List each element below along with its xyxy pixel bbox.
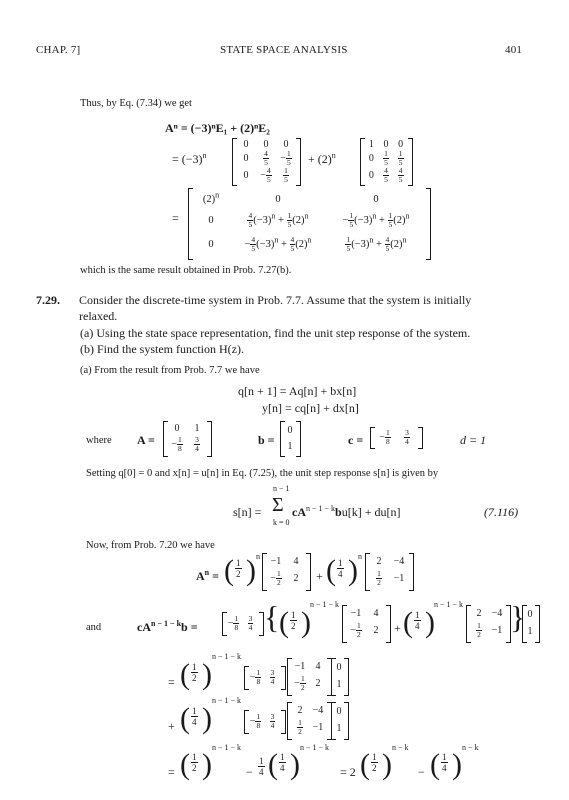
state-equation: q[n + 1] = Aq[n] + bx[n] <box>238 384 357 398</box>
problem-part-b: (b) Find the system function H(z). <box>80 342 244 356</box>
where-label: where <box>86 435 112 446</box>
and-label: and <box>86 622 102 633</box>
intro-line: Thus, by Eq. (7.34) we get <box>80 98 192 109</box>
running-title: STATE SPACE ANALYSIS <box>220 44 348 56</box>
equation-tag: (7.116) <box>484 505 519 519</box>
problem-text-2: relaxed. <box>79 309 118 323</box>
problem-text-1: Consider the discrete-time system in Prob. 7.7. Assume that the system is initially <box>79 293 472 307</box>
problem-number: 7.29. <box>36 293 60 307</box>
output-equation: y[n] = cq[n] + dx[n] <box>262 401 359 415</box>
conclusion-text: which is the same result obtained in Prob. 7.27(b). <box>80 265 292 276</box>
d-value: d = 1 <box>460 433 487 447</box>
setting-text: Setting q[0] = 0 and x[n] = u[n] in Eq. (7.25), the unit step response s[n] is given by <box>86 468 439 479</box>
page-number: 401 <box>505 44 523 56</box>
solution-intro: (a) From the result from Prob. 7.7 we have <box>80 365 260 376</box>
chapter-label: CHAP. 7] <box>36 44 81 56</box>
problem-part-a: (a) Using the state space representation, find the unit step response of the system. <box>80 326 471 340</box>
eq-An: Aⁿ = (−3)ⁿE₁ + (2)ⁿE₂ <box>165 121 270 135</box>
now-text: Now, from Prob. 7.20 we have <box>86 540 215 551</box>
